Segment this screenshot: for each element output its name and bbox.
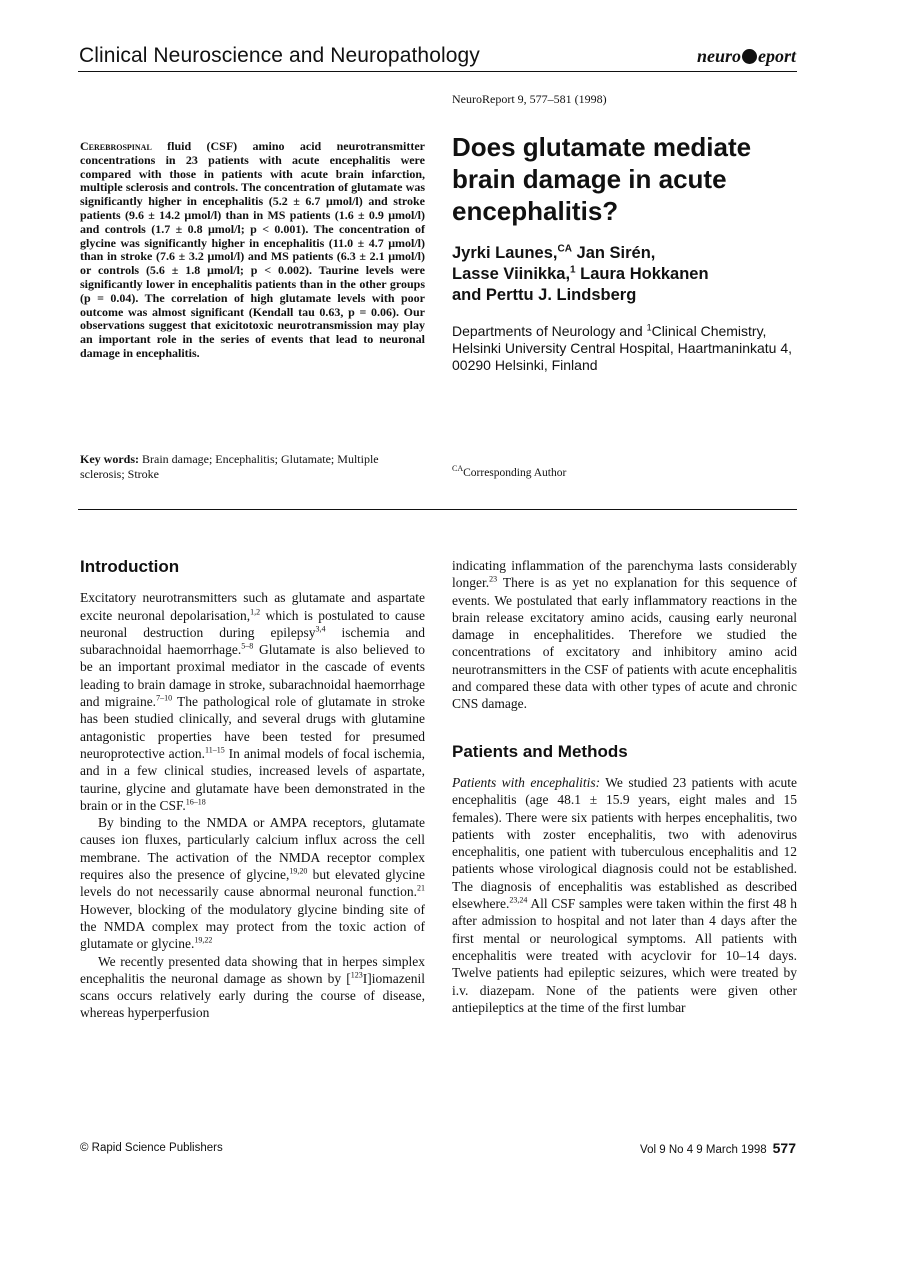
right-column bbox=[452, 557, 797, 1016]
journal-section-title: Clinical Neuroscience and Neuropathology bbox=[79, 44, 480, 67]
abstract bbox=[80, 140, 425, 361]
left-column bbox=[80, 558, 425, 1022]
keywords-label: Key words: bbox=[80, 452, 139, 466]
section-divider bbox=[78, 509, 797, 510]
citation-ref: 21 bbox=[417, 883, 425, 893]
citation-ref: 11–15 bbox=[205, 745, 225, 755]
neuroreport-logo-icon bbox=[742, 49, 757, 64]
citation-ref: 19,20 bbox=[289, 866, 308, 876]
citation: NeuroReport 9, 577–581 (1998) bbox=[452, 92, 607, 106]
citation-ref: 23 bbox=[489, 574, 498, 584]
keywords-text: Brain damage; Encephalitis; Glutamate; Multiple sclerosis; Stroke bbox=[80, 452, 379, 481]
citation-ref: 23,24 bbox=[509, 895, 528, 905]
citation-ref: 7–10 bbox=[156, 693, 173, 703]
intro-continuation-paragraph: indicating inflammation of the parenchyma lasts considerably longer.$^{23}$ There is as yet no explanation for this sequence of events. We postulated that early inflammatory reactions in the brain release excitatory amino acids, causing early neuronal damage in encephalitides. Therefore we studied the concentrations of excitatory and inhibitory amino acid neurotransmitters in the CSF of patients with acute encephalitis and compared these data with other types of acute and chronic CNS damage. bbox=[452, 558, 797, 712]
methods-subheading: Patients with encephalitis: bbox=[452, 774, 601, 790]
affiliation: Departments of Neurology and $^1$Clinical Chemistry, Helsinki University Central Hospital, Haartmaninkatu 4, 00290 Helsinki, Finland bbox=[452, 322, 793, 373]
abstract-text: fluid (CSF) amino acid neurotransmitter concentrations in 23 patients with acute encephalitis were compared with those in patients with acute brain infarction, multiple sclerosis and controls. The concentration of glutamate was significantly higher in encephalitis (5.2 ± 6.7 μmol/l) and stroke patients (9.6 ± 14.2 μmol/l) than in MS patients (1.6 ± 0.9 μmol/l) and controls (1.7 ± 0.8 μmol/l; p < 0.001). The concentration of glycine was significantly higher in encephalitis (11.0 ± 4.7 μmol/l) than in stroke (7.6 ± 3.2 μmol/l) and MS patients (6.3 ± 2.1 μmol/l) or controls (5.6 ± 1.8 μmol/l; p < 0.002). Taurine levels were significantly lower in encephalitis patients than in the other groups (p = 0.04). The correlation of high glutamate levels with poor outcome was almost significant (Kendall tau 0.63, p = 0.06). Our observations suggest that exicitotoxic neurotransmission may play an important role in the series of events that lead to neuronal damage in encephalitis. bbox=[80, 139, 425, 360]
citation-ref: 3,4 bbox=[315, 624, 326, 634]
intro-paragraph-1: Excitatory neurotransmitters such as glutamate and aspartate excite neuronal depolarisation,$^{1,2}$ which is postulated to cause neuronal destruction during epilepsy$^{3,4}$ ischemia and subarachnoidal haemorrhage.$^{5-8}$ Glutamate is also believed to be an important proximal mediator in the cascade of events leading to brain damage in stroke, subarachnoidal haemorrhage and migraine.$^{7-10}$ The pathological role of glutamate in stroke has been studied clinically, and several drugs with glutamine antagonistic properties have been tested for presumed neuroprotective action.$^{11-15}$ In animal models of focal ischemia, and in a few clinical studies, increased levels of aspartate, taurine, glycine and glutamate have been demonstrated in the brain or in the CSF.$^{16-18}$ bbox=[80, 590, 426, 813]
citation-ref: 1,2 bbox=[250, 607, 261, 617]
keywords bbox=[80, 452, 425, 482]
citation-ref: 123 bbox=[350, 970, 363, 980]
methods-heading: Patients and Methods bbox=[452, 741, 628, 761]
journal-logo: neuro eport bbox=[696, 46, 796, 66]
introduction-heading: Introduction bbox=[80, 557, 180, 576]
citation-ref: 5–8 bbox=[241, 641, 254, 651]
citation-ref: 19,22 bbox=[194, 935, 213, 945]
article-title: Does glutamate mediate brain damage in acute encephalitis? bbox=[452, 132, 752, 226]
header-divider bbox=[78, 71, 797, 72]
abstract-lead: Cerebrospinal bbox=[80, 139, 152, 153]
author-list bbox=[452, 243, 802, 306]
author-line-3: and Perttu J. Lindsberg bbox=[452, 286, 637, 304]
intro-paragraph-3: We recently presented data showing that in herpes simplex encephalitis the neuronal damage as shown by [$^{123}$I]iomazenil scans occurs relatively early during the course of disease, whereas hyperperfusion bbox=[80, 953, 425, 1021]
page-number: 577 bbox=[772, 1140, 796, 1156]
publisher-notice: © Rapid Science Publishers bbox=[80, 1142, 223, 1154]
corresponding-author-note: $^{CA}$Corresponding Author bbox=[452, 464, 567, 479]
methods-paragraph-1: Patients with encephalitis: We studied 23 patients with acute encephalitis (age 48.1 ± 15.9 years, eight males and 15 females). There were six patients with herpes encephalitis, two patients with zoster encephalitis, two with adenovirus encephalitis, one patient with tuberculous encephalitis and 12 patients whose virological diagnosis could not be established. The diagnosis of encephalitis was established as described elsewhere.$^{23,24}$ All CSF samples were taken within the first 48 h after admission to hospital and not later than 4 days after the first mental or neurological symptoms. All patients with encephalitis were treated with acyclovir for 10–14 days. Twelve patients had epileptic seizures, which were treated by i.v. diazepam. None of the patients were given other antiepileptics at the time of the first lumbar bbox=[452, 774, 797, 1015]
author-line-2: Lasse Viinikka,$^1$ Laura Hokkanen bbox=[452, 264, 709, 283]
citation-ref: 16–18 bbox=[185, 797, 206, 807]
intro-paragraph-2: By binding to the NMDA or AMPA receptors, glutamate causes ion fluxes, particularly calcium influx across the cell membrane. The activation of the NMDA receptor complex requires also the presence of glycine,$^{19,20}$ but elevated glycine levels do not necessarily cause abnormal neuronal function.$^{21}$ However, blocking of the modulatory glycine binding site of the NMDA complex may protect from the toxic action of glutamate or glycine.$^{19,22}$ bbox=[80, 815, 425, 952]
author-line-1: Jyrki Launes,$^{CA}$ Jan Sirén, bbox=[452, 243, 656, 262]
issue-info: Vol 9 No 4 9 March 1998 577 bbox=[640, 1140, 796, 1156]
